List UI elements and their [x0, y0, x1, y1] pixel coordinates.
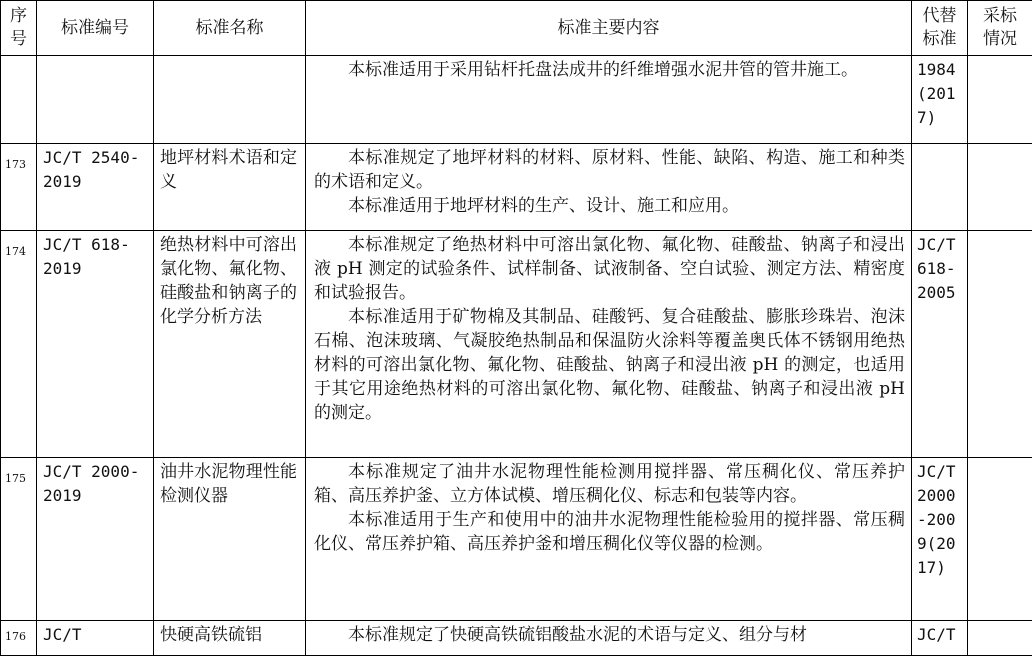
standard-content: [306, 144, 912, 231]
replaced-standard: JC/T 618-2005: [912, 231, 968, 458]
standard-code: JC/T 2540-2019: [37, 144, 154, 231]
standard-code: JC/T 618-2019: [37, 231, 154, 458]
adoption-status: [968, 144, 1032, 231]
standard-content: [306, 56, 912, 144]
table-row: [1, 231, 1032, 458]
standard-name: 快硬高铁硫铝: [154, 621, 306, 656]
adoption-status: [968, 231, 1032, 458]
table-row: [1, 144, 1032, 231]
row-number: 174: [1, 231, 37, 458]
standard-content: [306, 231, 912, 458]
replaced-standard: JC/T: [912, 621, 968, 656]
header-adopted: 采标情况: [968, 1, 1032, 56]
table-row: [1, 56, 1032, 144]
content-paragraph: 本标准规定了地坪材料的材料、原材料、性能、缺陷、构造、施工和种类的术语和定义。: [314, 146, 905, 194]
content-paragraph: 本标准规定了油井水泥物理性能检测用搅拌器、常压稠化仪、常压养护箱、高压养护釜、立方体试模、增压稠化仪、标志和包装等内容。: [314, 460, 905, 508]
standard-code: JC/T: [37, 621, 154, 656]
standard-code: JC/T 2000-2019: [37, 458, 154, 621]
standard-name: 油井水泥物理性能检测仪器: [154, 458, 306, 621]
content-paragraph: 本标准适用于生产和使用中的油井水泥物理性能检验用的搅拌器、常压稠化仪、常压养护箱、高压养护釜和增压稠化仪等仪器的检测。: [314, 508, 905, 556]
content-paragraph: 本标准适用于地坪材料的生产、设计、施工和应用。: [314, 194, 905, 218]
adoption-status: [968, 458, 1032, 621]
standard-name: [154, 56, 306, 144]
row-number: [1, 56, 37, 144]
row-number: 176: [1, 621, 37, 656]
header-code: 标准编号: [37, 1, 154, 56]
header-replaced: 代替标准: [912, 1, 968, 56]
row-number: 173: [1, 144, 37, 231]
standard-name: 地坪材料术语和定义: [154, 144, 306, 231]
standard-content: [306, 621, 912, 656]
adoption-status: [968, 56, 1032, 144]
table-row: [1, 621, 1032, 656]
table-header-row: [1, 1, 1032, 56]
content-paragraph: 本标准适用于矿物棉及其制品、硅酸钙、复合硅酸盐、膨胀珍珠岩、泡沫石棉、泡沫玻璃、气凝胶绝热制品和保温防火涂料等覆盖奥氏体不锈钢用绝热材料的可溶出氯化物、氟化物、硅酸盐、钠离子和浸出液 pH 的测定，也适用于其它用途绝热材料的可溶出氯化物、氟化物、硅酸盐、钠离子和浸出液 pH 的测定。: [314, 305, 905, 425]
adoption-status: [968, 621, 1032, 656]
replaced-standard: 1984(2017): [912, 56, 968, 144]
header-name: 标准名称: [154, 1, 306, 56]
row-number: 175: [1, 458, 37, 621]
replaced-standard: JC/T 2000-2009(2017): [912, 458, 968, 621]
standard-content: [306, 458, 912, 621]
content-paragraph: 本标准适用于采用钻杆托盘法成井的纤维增强水泥井管的管井施工。: [314, 58, 905, 82]
replaced-standard: [912, 144, 968, 231]
content-paragraph: 本标准规定了绝热材料中可溶出氯化物、氟化物、硅酸盐、钠离子和浸出液 pH 测定的试验条件、试样制备、试液制备、空白试验、测定方法、精密度和试验报告。: [314, 233, 905, 305]
standard-code: [37, 56, 154, 144]
header-content: 标准主要内容: [306, 1, 912, 56]
table-row: [1, 458, 1032, 621]
content-paragraph: 本标准规定了快硬高铁硫铝酸盐水泥的术语与定义、组分与材: [314, 623, 905, 647]
header-seq: 序号: [1, 1, 37, 56]
standard-name: 绝热材料中可溶出氯化物、氟化物、硅酸盐和钠离子的化学分析方法: [154, 231, 306, 458]
